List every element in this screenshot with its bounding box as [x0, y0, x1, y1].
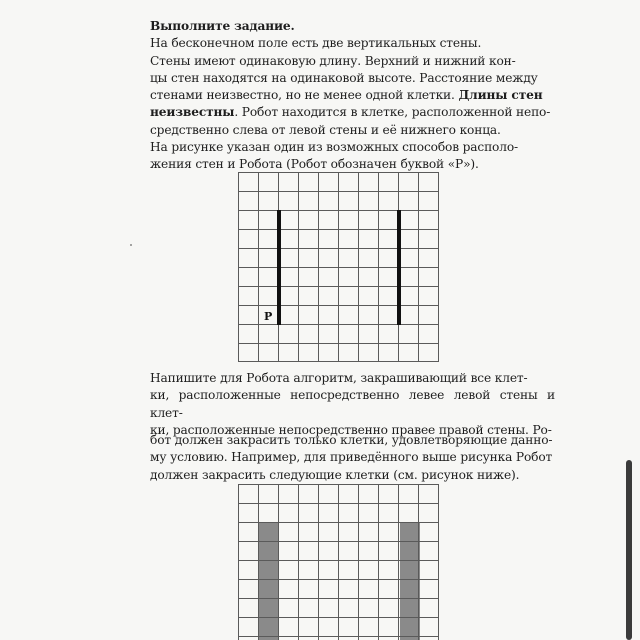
figure-grid-painted [238, 484, 440, 640]
grid-lines [238, 172, 439, 362]
task-line [150, 104, 555, 121]
task-line-part: . Робот находится в клетке, расположенной непо- [234, 105, 551, 120]
scrollbar[interactable] [626, 460, 632, 640]
task-line: цы стен находятся на одинаковой высоте. Расстояние между [150, 70, 538, 85]
painted-cells-left [258, 522, 278, 640]
task-line [150, 87, 555, 104]
task-line: На бесконечном поле есть две вертикальных стены. [150, 36, 482, 51]
task-text-block-3 [150, 432, 555, 484]
task-line: ки, расположенные непосредственно правее правой стены. Ро- [150, 422, 552, 437]
task-line: жения стен и Робота (Робот обозначен буквой «Р»). [150, 157, 479, 172]
task-line: ки, расположенные непосредственно левее левой стены и клет- [150, 388, 555, 420]
task-text-block-2 [150, 370, 555, 439]
figure-grid-walls [238, 172, 440, 362]
task-line: Напишите для Робота алгоритм, закрашивающий все клет- [150, 371, 528, 385]
task-emphasis: Длины стен [458, 88, 543, 103]
task-title: Выполните задание. [150, 19, 295, 33]
robot-label: Р [264, 310, 273, 323]
task-line: должен закрасить следующие клетки (см. рисунок ниже). [150, 467, 520, 482]
right-wall [397, 210, 401, 325]
task-emphasis: неизвестны [150, 105, 235, 120]
left-wall [277, 210, 281, 325]
task-line-part: стенами неизвестно, но не менее одной клетки. [150, 88, 459, 103]
task-line: му условию. Например, для приведённого выше рисунка Робот [150, 450, 553, 465]
task-line: Стены имеют одинаковую длину. Верхний и нижний кон- [150, 53, 516, 68]
task-line: средственно слева от левой стены и её нижнего конца. [150, 122, 501, 137]
task-line: бот должен закрасить только клетки, удовлетворяющие данно- [150, 433, 553, 447]
task-text-block [150, 18, 555, 174]
stray-dot [130, 244, 132, 246]
task-line: На рисунке указан один из возможных способов располо- [150, 140, 518, 155]
painted-cells-right [400, 522, 420, 640]
